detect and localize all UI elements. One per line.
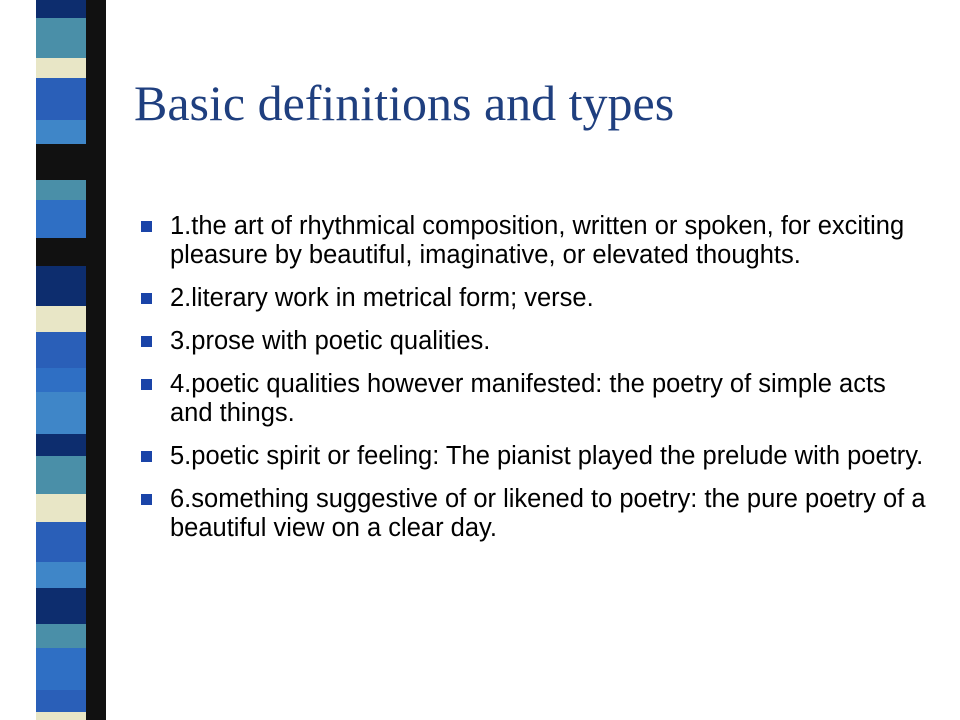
stripe-segment [36, 392, 86, 434]
stripe-segment [36, 624, 86, 648]
definition-list [134, 212, 934, 557]
stripe-segment [36, 648, 86, 690]
stripe-segment [36, 58, 86, 78]
square-bullet-icon [141, 336, 152, 347]
list-item-text: 3.prose with poetic qualities. [170, 327, 491, 355]
list-item [134, 442, 934, 471]
list-item [134, 370, 934, 428]
stripe-segment [36, 306, 86, 332]
stripe-segment [36, 78, 86, 120]
stripe-segment [36, 456, 86, 494]
square-bullet-icon [141, 379, 152, 390]
square-bullet-icon [141, 494, 152, 505]
list-item [134, 327, 934, 356]
square-bullet-icon [141, 221, 152, 232]
stripe-segment [36, 562, 86, 588]
stripe-segment [36, 238, 86, 266]
list-item-text: 4.poetic qualities however manifested: the poetry of simple acts and things. [170, 370, 886, 427]
list-item [134, 284, 934, 313]
stripe-segment [36, 120, 86, 144]
slide-title: Basic definitions and types [134, 75, 675, 131]
stripe-segment [36, 368, 86, 392]
list-item [134, 212, 934, 270]
list-item [134, 485, 934, 543]
list-item-text: 6.something suggestive of or likened to poetry: the pure poetry of a beautiful view on a clear day. [170, 485, 926, 542]
stripe-shadow [86, 0, 106, 720]
stripe-segment [36, 434, 86, 456]
stripe-segment [36, 690, 86, 712]
list-item-text: 2.literary work in metrical form; verse. [170, 284, 594, 312]
list-item-text: 5.poetic spirit or feeling: The pianist played the prelude with poetry. [170, 442, 924, 470]
stripe-segment [36, 712, 86, 720]
stripe-segment [36, 200, 86, 238]
stripe-segment [36, 144, 86, 180]
stripe-segment [36, 588, 86, 624]
stripe-segment [36, 494, 86, 522]
stripe-segment [36, 522, 86, 562]
stripe-segment [36, 266, 86, 306]
stripe-segment [36, 0, 86, 18]
square-bullet-icon [141, 451, 152, 462]
decorative-stripe [0, 0, 112, 720]
list-item-text: 1.the art of rhythmical composition, written or spoken, for exciting pleasure by beautiful, imaginative, or elevated thoughts. [170, 212, 905, 269]
square-bullet-icon [141, 293, 152, 304]
stripe-segment [36, 332, 86, 368]
stripe-segment [36, 18, 86, 58]
stripe-segment [36, 180, 86, 200]
